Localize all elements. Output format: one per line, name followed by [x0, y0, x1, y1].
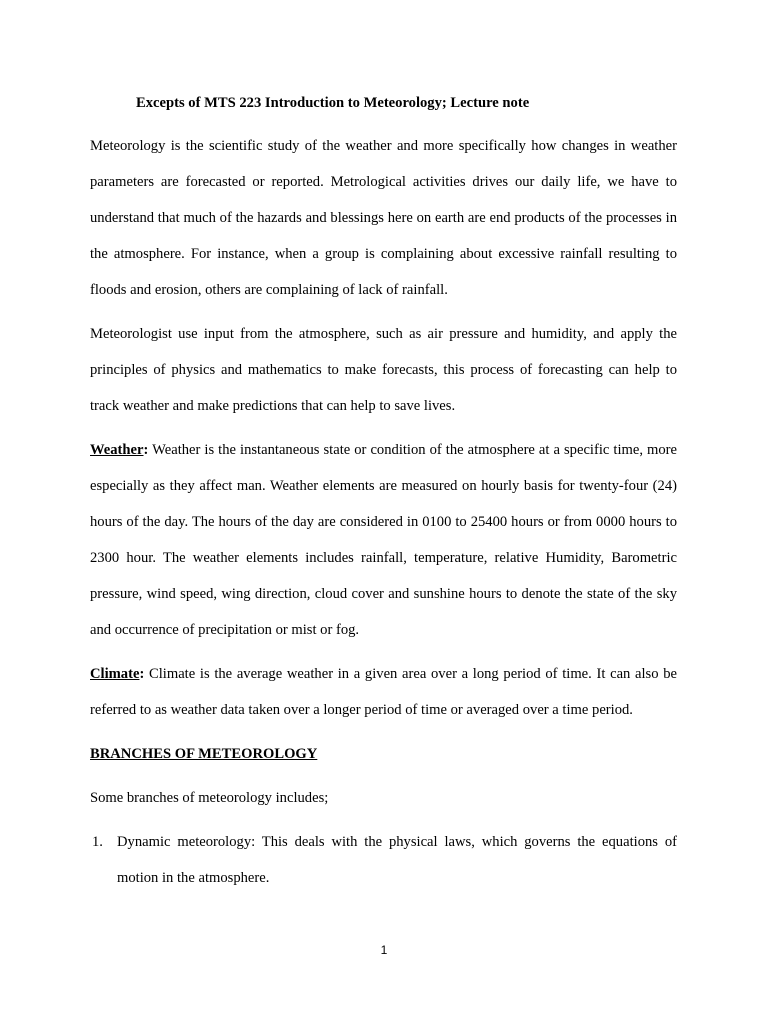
- list-item: [90, 824, 677, 896]
- branches-intro: Some branches of meteorology includes;: [90, 790, 329, 806]
- paragraph-meteorologist: Meteorologist use input from the atmosphere, such as air pressure and humidity, and apply the principles of physics and mathematics to make forecasts, this process of forecasting can help to track weather and make predictions that can help to save lives.: [90, 326, 677, 414]
- weather-term: Weather: [90, 442, 144, 458]
- weather-definition: Weather is the instantaneous state or condition of the atmosphere at a specific time, more especially as they affect man. Weather elements are measured on hourly basis for twenty-four (24) hours of the day. The hours of the day are considered in 0100 to 25400 hours or from 0000 hours to 2300 hour. The weather elements includes rainfall, temperature, relative Humidity, Barometric pressure, wind speed, wing direction, cloud cover and sunshine hours to denote the state of the sky and occurrence of precipitation or mist or fog.: [90, 442, 677, 638]
- climate-definition: Climate is the average weather in a given area over a long period of time. It can also be referred to as weather data taken over a longer period of time or averaged over a time period.: [90, 666, 677, 718]
- document-body: [90, 92, 677, 896]
- climate-colon: :: [139, 666, 145, 682]
- page-number: 1: [380, 943, 388, 957]
- paragraph-climate: [90, 656, 677, 728]
- paragraph-meteorology-definition: Meteorology is the scientific study of the weather and more specifically how changes in weather parameters are forecasted or reported. Metrological activities drives our daily life, we have to understand that much of the hazards and blessings here on earth are end products of the processes in the atmosphere. For instance, when a group is complaining about excessive rainfall resulting to floods and erosion, others are complaining of lack of rainfall.: [90, 138, 677, 298]
- list-item-number: 1.: [92, 834, 103, 850]
- branches-heading: BRANCHES OF METEOROLOGY: [90, 746, 318, 762]
- climate-term: Climate: [90, 666, 140, 682]
- branches-list: [90, 824, 677, 896]
- list-item-text: Dynamic meteorology: This deals with the physical laws, which governs the equations of motion in the atmosphere.: [117, 834, 677, 886]
- paragraph-weather: [90, 432, 677, 648]
- document-title: Excepts of MTS 223 Introduction to Meteorology; Lecture note: [136, 95, 530, 111]
- weather-colon: :: [143, 442, 149, 458]
